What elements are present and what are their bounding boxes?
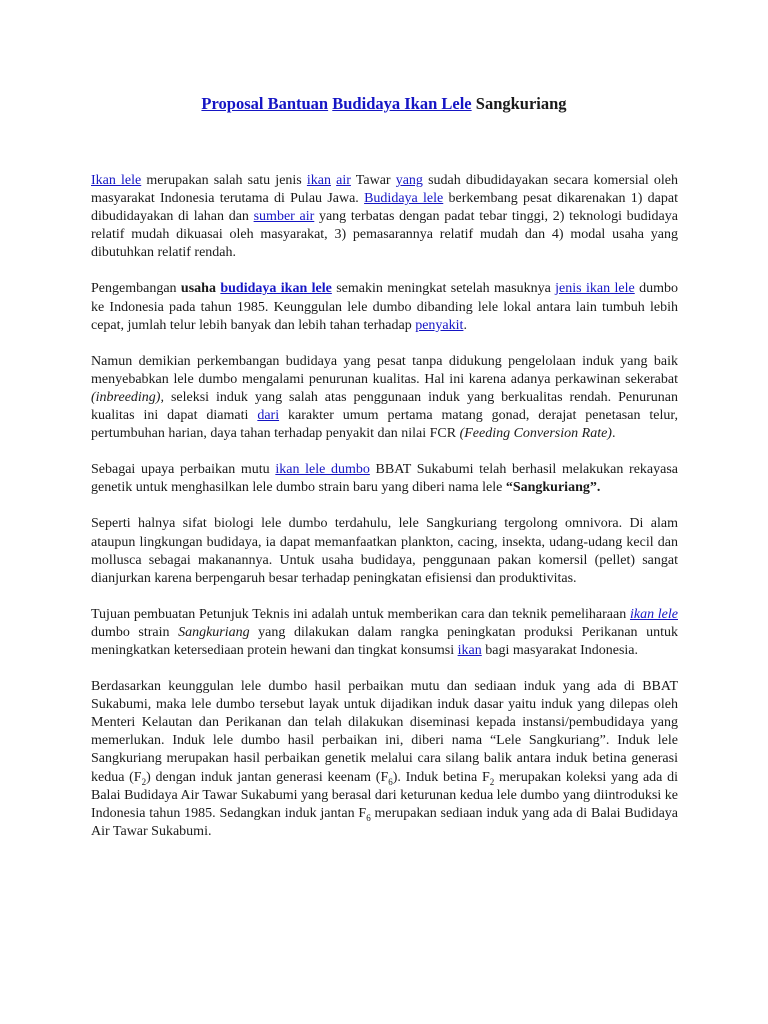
- italic-text: (Feeding Conversion Rate): [459, 426, 612, 442]
- text-run: semakin meningkat setelah masuknya: [331, 281, 556, 297]
- text-run: BBAT Sukabumi telah berhasil melakukan rekayasa genetik untuk menghasilkan lele dumbo strain baru yang diberi nama lele: [91, 462, 679, 496]
- text-run: merupakan sediaan induk yang ada di Balai Budidaya Air Tawar Sukabumi.: [91, 805, 679, 839]
- link-dari[interactable]: dari: [257, 408, 280, 424]
- text-run: Seperti halnya sifat biologi lele dumbo terdahulu, lele Sangkuriang tergolong omnivora. Di alam ataupun lingkungan budidaya, ia dapat memanfaatkan plankton, cacing, insekta, udang-udang kecil dan mollusca sebagai makanannya. Untuk usaha budidaya, penggunaan pakan komersil (pellet) sangat dianjurkan karena berpengaruh besar terhadap peningkatan efisiensi dan produktivitas.: [91, 516, 678, 586]
- link-budidaya-ikan-lele[interactable]: budidaya ikan lele: [220, 281, 332, 297]
- text-run: seleksi induk yang salah atas penggunaan induk yang berkualitas rendah. Penurunan kualitas ini dapat diamati: [91, 389, 678, 424]
- text-run: yang dilakukan dalam rangka peningkatan produksi Perikanan untuk meningkatkan ketersediaan protein hewani dan tingkat konsumsi: [91, 624, 678, 658]
- text-run: merupakan salah satu jenis: [141, 173, 307, 188]
- text-run: Pengembangan: [91, 281, 181, 297]
- link-ikan[interactable]: ikan: [306, 173, 331, 188]
- link-budidaya-lele[interactable]: Budidaya lele: [364, 191, 444, 207]
- text-run: berkembang pesat dikarenakan 1) dapat dibudidayakan di lahan dan: [91, 191, 678, 225]
- link-ikan-lele[interactable]: Ikan lele: [91, 173, 142, 188]
- link-ikan[interactable]: ikan: [457, 642, 482, 658]
- paragraph-4: [91, 461, 678, 497]
- text-run: .: [611, 426, 616, 442]
- paragraph-7: [91, 678, 678, 841]
- text-run: Tawar: [350, 173, 396, 188]
- text-run: Tujuan pembuatan Petunjuk Teknis ini adalah untuk memberikan cara dan teknik pemeliharaan: [91, 606, 630, 622]
- paragraph-6: [91, 606, 678, 660]
- text-run: sudah dibudidayakan secara komersial oleh masyarakat Indonesia terutama di Pulau Jawa.: [91, 173, 678, 207]
- link-sumber-air[interactable]: sumber air: [253, 209, 315, 225]
- link-ikan-lele[interactable]: ikan lele: [629, 606, 678, 622]
- text-run: yang terbatas dengan padat tebar tinggi, 2) teknologi budidaya relatif mudah dikuasai oleh masyarakat, 3) pemasarannya relatif mudah dan 4) modal usaha yang dibutuhkan relatif rendah.: [91, 209, 678, 261]
- text-run: Sangkuriang: [471, 94, 567, 113]
- text-run: karakter umum pertama matang gonad, derajat penetasan telur, pertumbuhan harian, daya tahan terhadap penyakit dan nilai FCR: [91, 408, 678, 442]
- text-run: Sebagai upaya perbaikan mutu: [91, 462, 276, 478]
- paragraph-3: [91, 353, 678, 443]
- link-ikan-lele-dumbo[interactable]: ikan lele dumbo: [275, 462, 370, 478]
- paragraph-1: [91, 172, 678, 262]
- text-run: bagi masyarakat Indonesia.: [481, 642, 639, 658]
- link-air[interactable]: air: [336, 173, 351, 188]
- text-run: ) dengan induk jantan generasi keenam (F: [146, 769, 389, 785]
- document-title: [0, 92, 768, 116]
- italic-text: Sangkuriang: [178, 624, 250, 640]
- link-jenis-ikan-lele[interactable]: jenis ikan lele: [555, 281, 635, 297]
- link-yang[interactable]: yang: [395, 173, 423, 188]
- bold-text: “Sangkuriang”.: [505, 480, 601, 496]
- document-body: [91, 172, 678, 859]
- subscript: 2: [489, 776, 495, 787]
- text-run: Namun demikian perkembangan budidaya yang pesat tanpa didukung pengelolaan induk yang baik menyebabkan lele dumbo mengalami penurunan kualitas. Hal ini karena adanya perkawinan sekerabat: [91, 353, 678, 387]
- link-proposal-bantuan[interactable]: Proposal Bantuan: [201, 94, 329, 113]
- text-run: .: [463, 317, 467, 333]
- paragraph-5: [91, 515, 678, 587]
- subscript: 6: [388, 776, 393, 787]
- link-budidaya-ikan-lele[interactable]: Budidaya Ikan Lele: [332, 94, 472, 113]
- text-run: merupakan koleksi yang ada di Balai Budidaya Air Tawar Sukabumi yang berasal dari keturunan kedua lele dumbo yang diintroduksi ke Indonesia tahun 1985. Sedangkan induk jantan F: [91, 769, 678, 821]
- text-run: dumbo ke Indonesia pada tahun 1985. Keunggulan lele dumbo dibanding lele lokal antara lain tumbuh lebih cepat, jumlah telur lebih banyak dan lebih tahan terhadap: [91, 281, 678, 333]
- italic-text: (inbreeding),: [91, 389, 164, 405]
- text-run: dumbo strain: [91, 624, 179, 640]
- paragraph-2: [91, 280, 678, 334]
- bold-text: usaha: [180, 281, 216, 297]
- link-penyakit[interactable]: penyakit: [415, 317, 464, 333]
- text-run: ). Induk betina F: [392, 769, 490, 785]
- text-run: Berdasarkan keunggulan lele dumbo hasil perbaikan mutu dan sediaan induk yang ada di BBAT Sukabumi, maka lele dumbo tersebut layak untuk dijadikan induk dasar yaitu induk yang dilepas oleh Menteri Kelautan dan Perikanan dan telah dilakukan diseminasi kepada instansi/pembudidaya yang memerlukan. Induk lele dumbo hasil perbaikan ini, diberi nama “Lele Sangkuriang”. Induk lele Sangkuriang merupakan hasil perbaikan genetik melalui cara silang balik antara induk betina generasi kedua (F: [91, 679, 678, 785]
- subscript: 2: [141, 776, 147, 787]
- subscript: 6: [366, 812, 371, 823]
